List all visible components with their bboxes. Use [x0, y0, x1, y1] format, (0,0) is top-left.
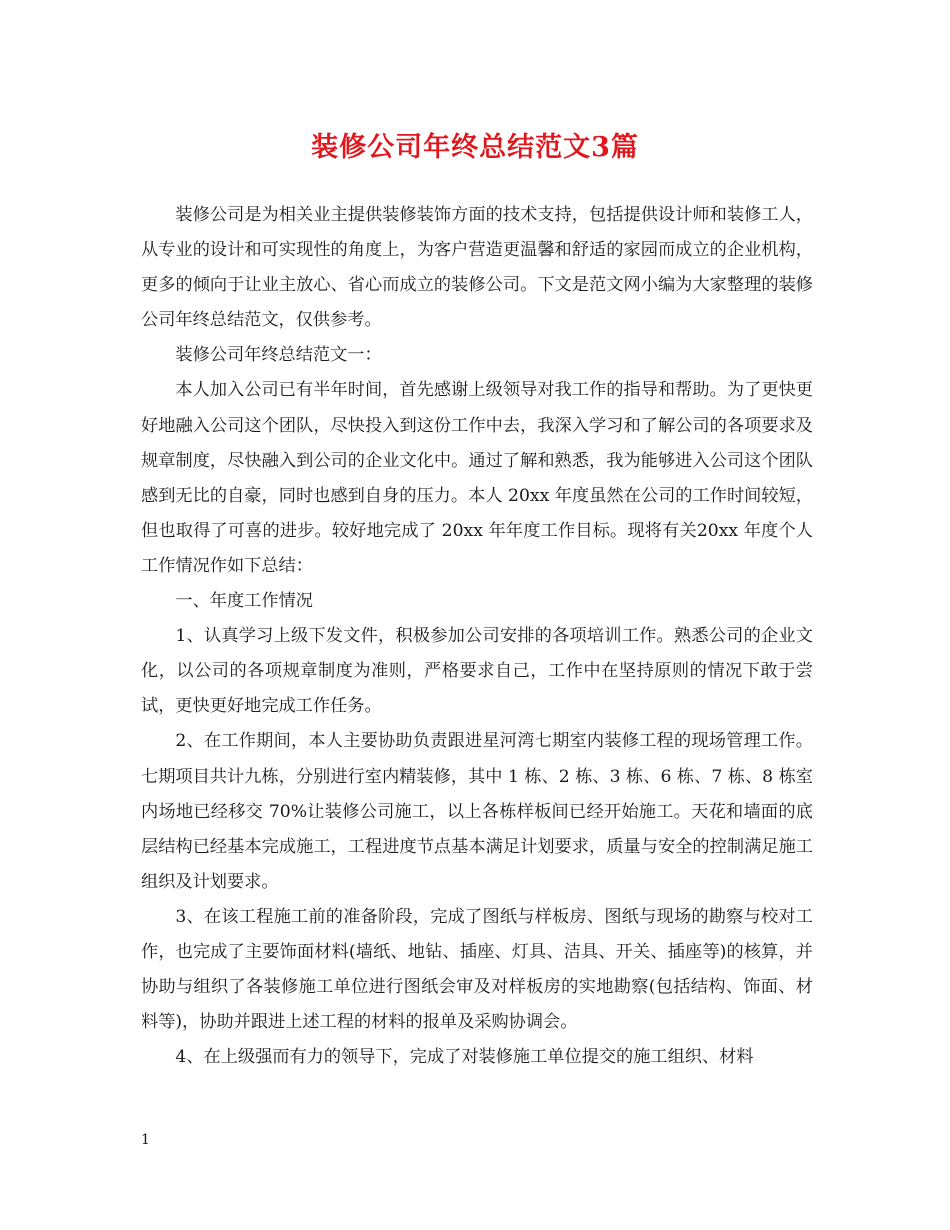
- document-title: 装修公司年终总结范文3篇: [311, 132, 639, 163]
- paragraph-item-2: 2、在工作期间，本人主要协助负责跟进星河湾七期室内装修工程的现场管理工作。七期项目共计九栋，分别进行室内精装修，其中 1 栋、2 栋、3 栋、6 栋、7 栋、8 栋室内场地已经移交 70%让装修公司施工，以上各栋样板间已经开始施工。天花和墙面的底层结构已经基本完成施工，工程进度节点基本满足计划要求，质量与安全的控制满足施工组织及计划要求。: [141, 731, 813, 892]
- paragraph-heading-one: 装修公司年终总结范文一：: [175, 345, 382, 366]
- page-number: 1: [141, 1132, 150, 1148]
- document-body: [141, 198, 813, 1075]
- paragraph-opening: 本人加入公司已有半年时间，首先感谢上级领导对我工作的指导和帮助。为了更快更好地融入公司这个团队，尽快投入到这份工作中去，我深入学习和了解公司的各项要求及规章制度，尽快融入到公司的企业文化中。通过了解和熟悉，我为能够进入公司这个团队感到无比的自豪，同时也感到自身的压力。本人 20xx 年度虽然在公司的工作时间较短，但也取得了可喜的进步。较好地完成了 20xx 年年度工作目标。现将有关20xx 年度个人工作情况作如下总结：: [141, 380, 813, 576]
- paragraph-section-heading: 一、年度工作情况: [175, 591, 313, 612]
- paragraph-item-1: 1、认真学习上级下发文件，积极参加公司安排的各项培训工作。熟悉公司的企业文化，以公司的各项规章制度为准则，严格要求自己，工作中在坚持原则的情况下敢于尝试，更快更好地完成工作任务。: [141, 626, 813, 717]
- paragraph-item-4: 4、在上级强而有力的领导下，完成了对装修施工单位提交的施工组织、材料: [175, 1047, 754, 1068]
- paragraph-intro: 装修公司是为相关业主提供装修装饰方面的技术支持，包括提供设计师和装修工人，从专业的设计和可实现性的角度上，为客户营造更温馨和舒适的家园而成立的企业机构，更多的倾向于让业主放心、省心而成立的装修公司。下文是范文网小编为大家整理的装修公司年终总结范文，仅供参考。: [141, 205, 813, 331]
- paragraph-item-3: 3、在该工程施工前的准备阶段，完成了图纸与样板房、图纸与现场的勘察与校对工作，也完成了主要饰面材料(墙纸、地钻、插座、灯具、洁具、开关、插座等)的核算，并协助与组织了各装修施工单位进行图纸会审及对样板房的实地勘察(包括结构、饰面、材料等)，协助并跟进上述工程的材料的报单及采购协调会。: [141, 906, 813, 1033]
